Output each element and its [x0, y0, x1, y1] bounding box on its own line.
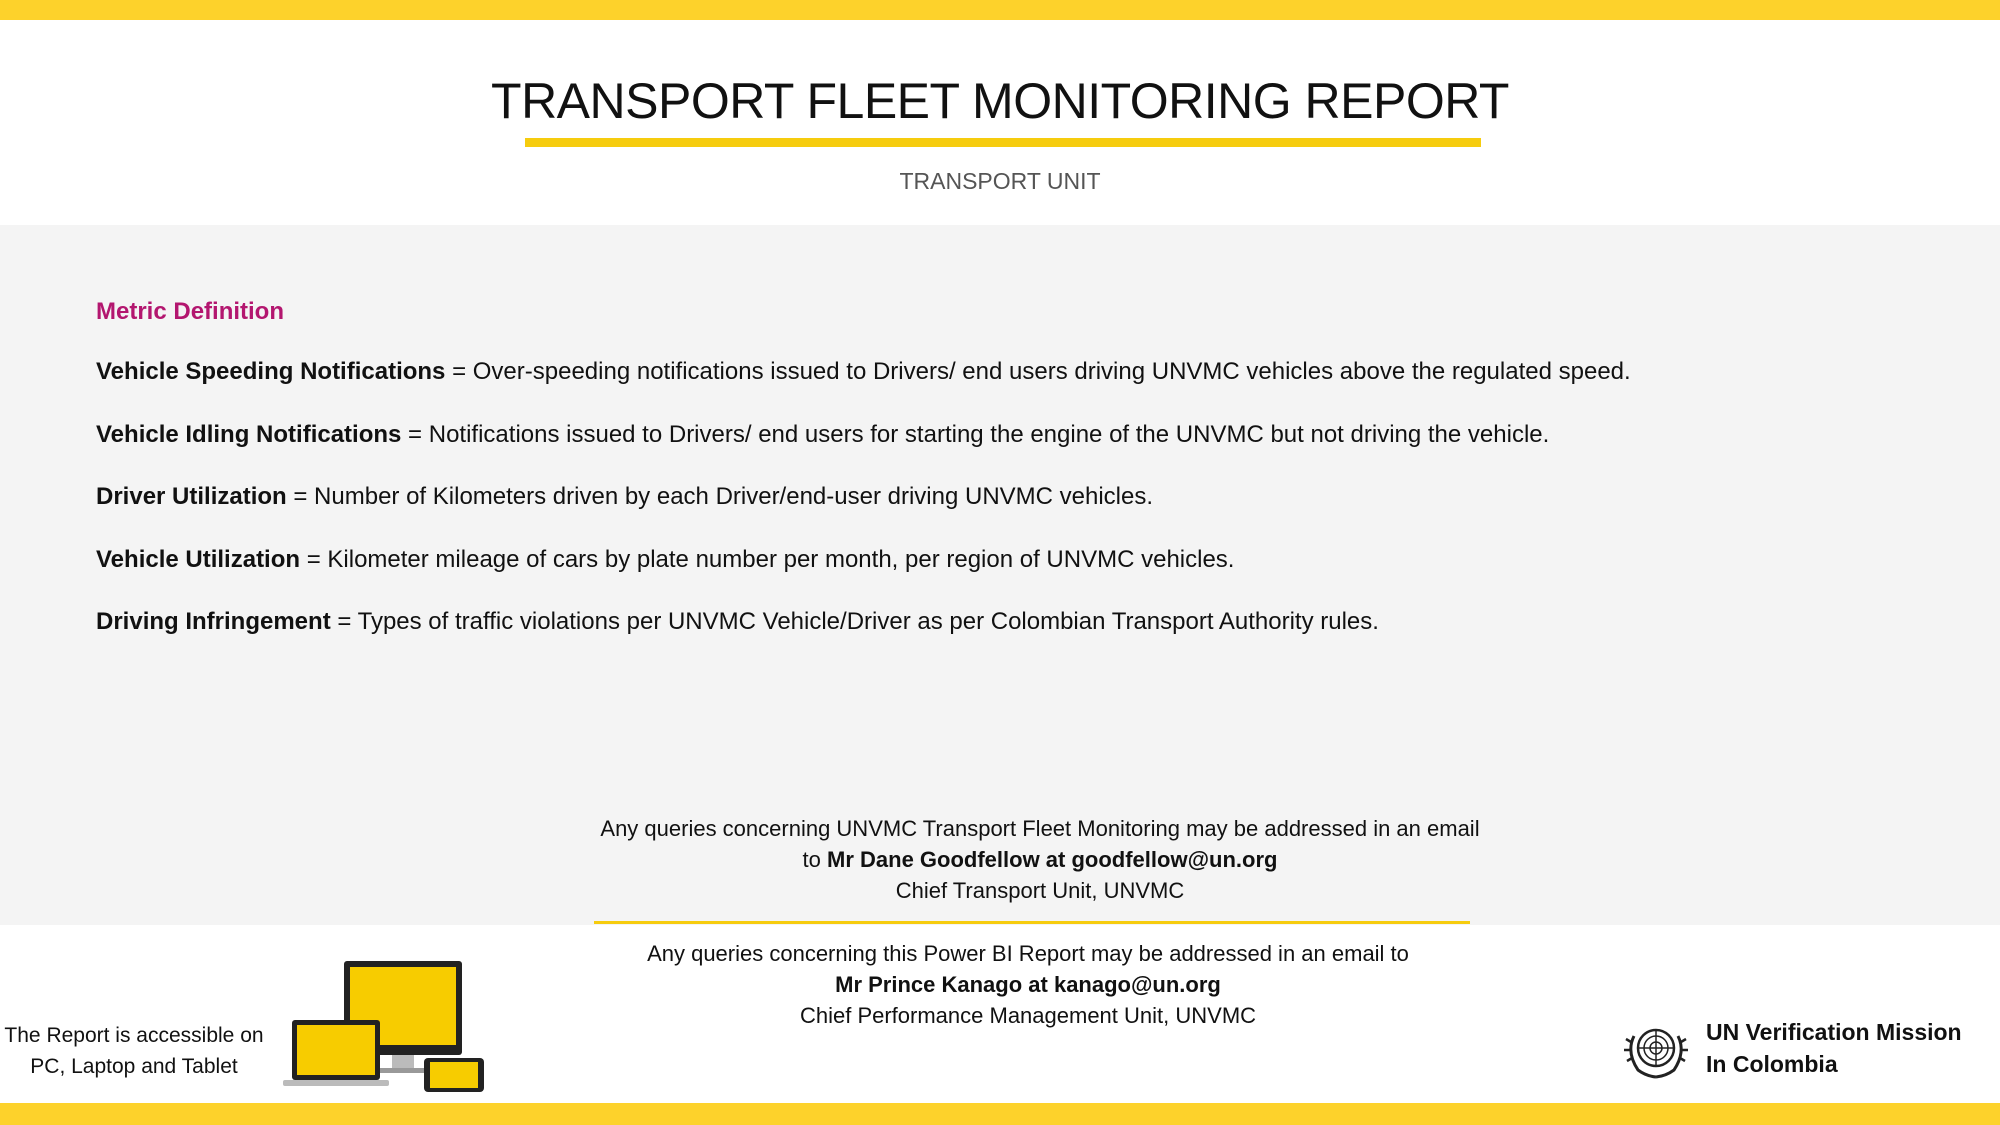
metric-definition: = Types of traffic violations per UNVMC Vehicle/Driver as per Colombian Transport Authority rules. — [330, 608, 1379, 635]
metric-def-driver-utilization — [96, 483, 1153, 511]
report-query-line3: Chief Performance Management Unit, UNVMC — [799, 1003, 1257, 1028]
metric-def-idling — [96, 421, 1549, 449]
metric-definition: = Number of Kilometers driven by each Driver/end-user driving UNVMC vehicles. — [286, 483, 1154, 510]
transport-query-line3: Chief Transport Unit, UNVMC — [895, 878, 1185, 903]
top-accent-band — [0, 0, 2000, 20]
metric-term: Vehicle Idling Notifications — [96, 421, 402, 448]
metric-term: Vehicle Speeding Notifications — [96, 358, 446, 385]
metric-term: Driving Infringement — [96, 608, 331, 635]
organization-line2: In Colombia — [1706, 1051, 1838, 1077]
metric-definition-heading: Metric Definition — [96, 298, 285, 325]
transport-query-prefix: to — [802, 847, 828, 872]
accessibility-line2: PC, Laptop and Tablet — [30, 1055, 238, 1078]
metric-term: Driver Utilization — [96, 483, 287, 510]
metric-definition: = Kilometer mileage of cars by plate number per month, per region of UNVMC vehicles. — [300, 546, 1235, 573]
bottom-accent-band — [0, 1103, 2000, 1125]
transport-query-line2 — [0, 847, 2000, 873]
title-underline — [525, 138, 1481, 147]
report-query-line1: Any queries concerning this Power BI Report may be addressed in an email to — [647, 941, 1409, 966]
report-contact-email[interactable]: Mr Prince Kanago at kanago@un.org — [835, 972, 1221, 997]
metric-def-speeding — [96, 358, 1631, 386]
devices-illustration-icon — [282, 958, 487, 1093]
page-title: TRANSPORT FLEET MONITORING REPORT — [491, 73, 1509, 129]
metric-def-driving-infringement — [96, 608, 1379, 636]
metric-definition: = Notifications issued to Drivers/ end users for starting the engine of the UNVMC but not driving the vehicle. — [401, 421, 1550, 448]
un-emblem-icon — [1620, 1016, 1692, 1080]
organization-name — [1706, 1016, 1962, 1080]
accessibility-line1: The Report is accessible on — [4, 1024, 264, 1047]
transport-contact-email[interactable]: Mr Dane Goodfellow at goodfellow@un.org — [827, 847, 1278, 872]
contact-divider — [594, 921, 1470, 924]
metric-term: Vehicle Utilization — [96, 546, 301, 573]
accessibility-note — [0, 1020, 268, 1082]
metric-def-vehicle-utilization — [96, 546, 1234, 574]
metric-definition: = Over-speeding notifications issued to Drivers/ end users driving UNVMC vehicles above the regulated speed. — [445, 358, 1631, 385]
page-subtitle: TRANSPORT UNIT — [899, 168, 1101, 194]
organization-line1: UN Verification Mission — [1706, 1019, 1962, 1045]
transport-query-line1: Any queries concerning UNVMC Transport Fleet Monitoring may be addressed in an email — [600, 816, 1480, 841]
